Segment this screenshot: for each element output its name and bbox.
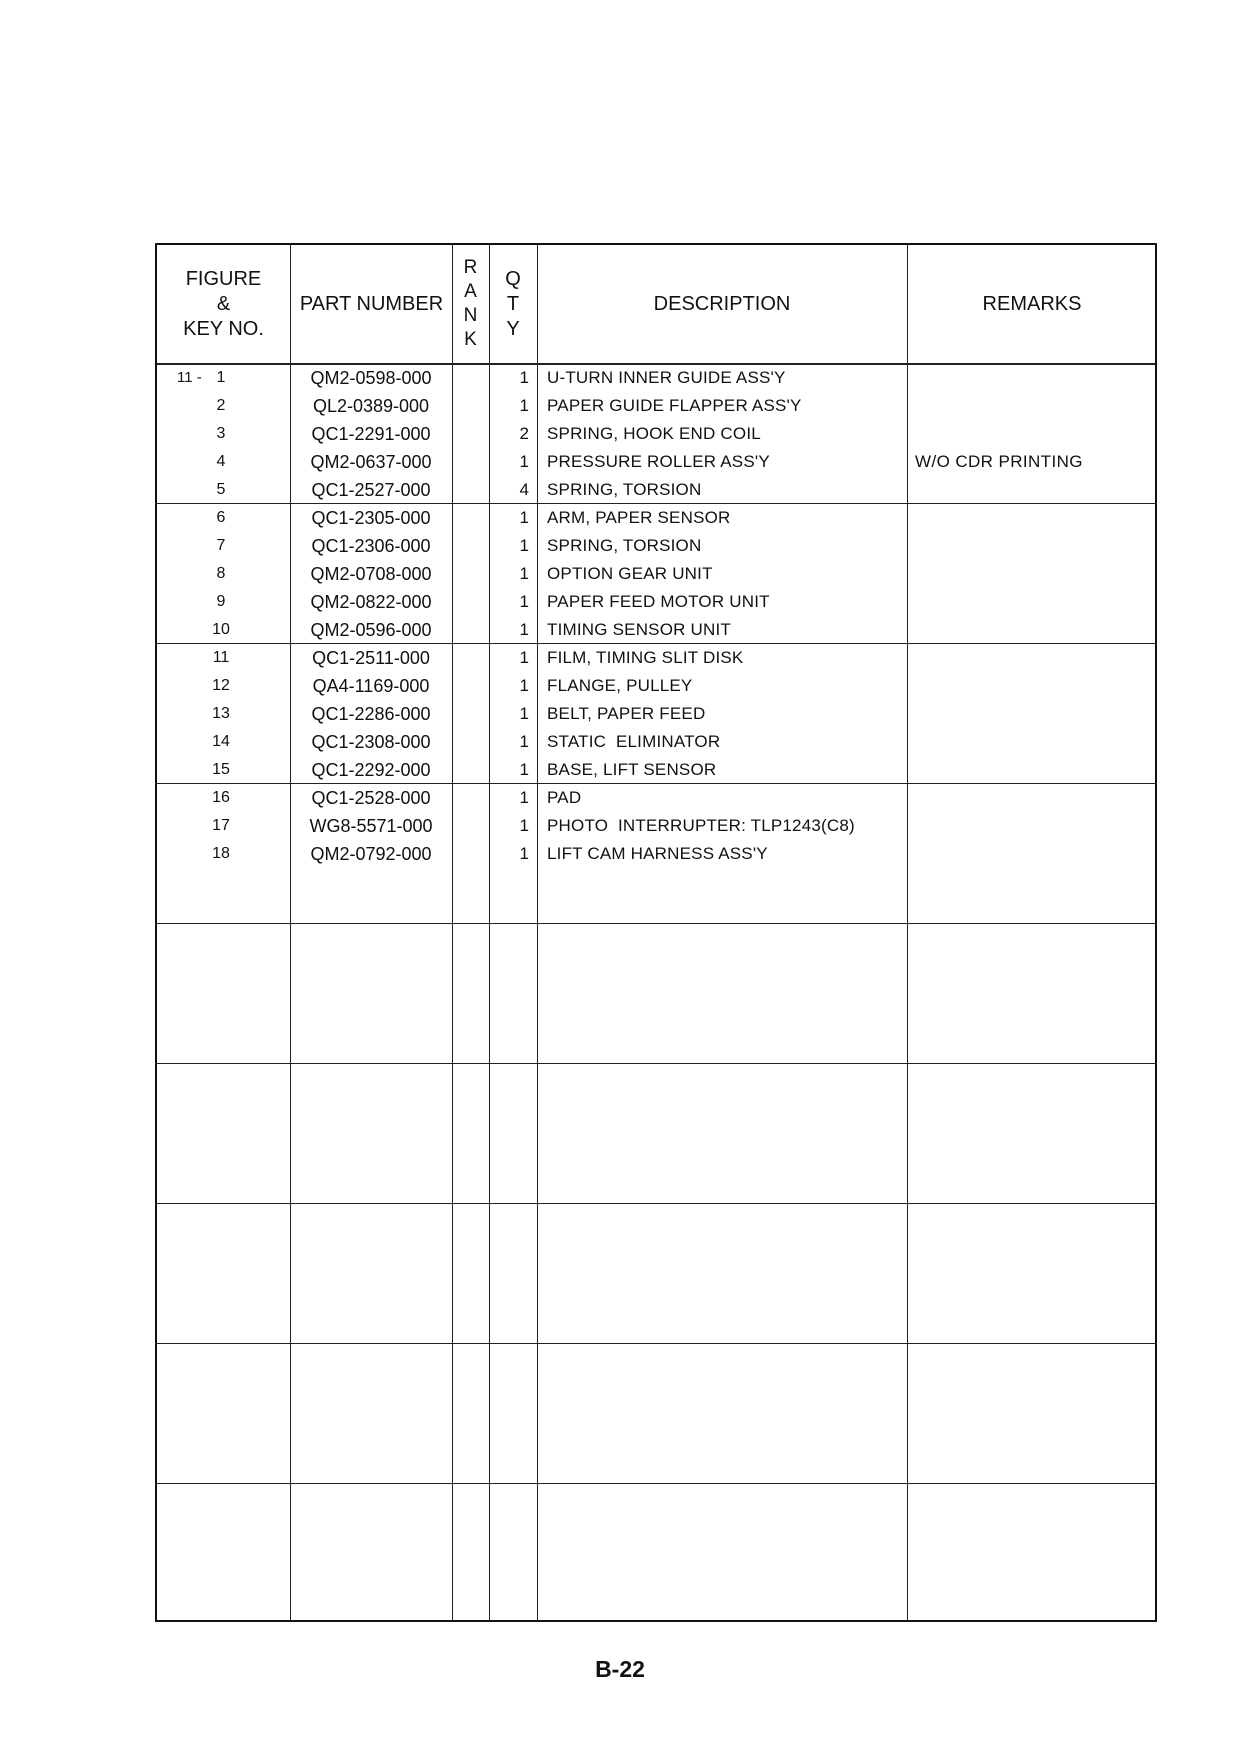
description: BASE, LIFT SENSOR: [547, 760, 717, 779]
part-number: QM2-0822-000: [310, 592, 432, 612]
figure-key-cell: [157, 420, 290, 448]
figure-key-cell: [157, 392, 290, 420]
description: SPRING, TORSION: [547, 536, 702, 555]
group-divider: [157, 1343, 1155, 1344]
description: TIMING SENSOR UNIT: [547, 620, 731, 639]
header-rank-letter: R: [463, 257, 478, 278]
part-number: QL2-0389-000: [312, 396, 430, 416]
group-divider: [157, 1203, 1155, 1204]
qty: 1: [519, 368, 529, 387]
description: OPTION GEAR UNIT: [547, 564, 713, 583]
part-number: QC1-2305-000: [311, 508, 431, 528]
parts-list-table: [155, 243, 1157, 1622]
description: ARM, PAPER SENSOR: [547, 508, 731, 527]
page-number: B-22: [595, 1656, 645, 1682]
figure-key-cell: [157, 644, 290, 672]
table-row: [157, 784, 1155, 812]
qty: 1: [519, 592, 529, 611]
qty: 1: [519, 536, 529, 555]
description: FILM, TIMING SLIT DISK: [547, 648, 744, 667]
part-number: QC1-2292-000: [311, 760, 431, 780]
description: PAD: [547, 788, 582, 807]
figure-key-cell: [157, 700, 290, 728]
description: U-TURN INNER GUIDE ASS'Y: [547, 368, 786, 387]
figure-key-cell: [157, 532, 290, 560]
figure-prefix: 11 -: [177, 369, 202, 386]
description: FLANGE, PULLEY: [547, 676, 693, 695]
key-number: 12: [212, 677, 230, 694]
table-row: [157, 392, 1155, 420]
key-number: 5: [216, 481, 226, 498]
table-row: [157, 644, 1155, 672]
key-number: 1: [216, 369, 226, 386]
part-number: QM2-0708-000: [310, 564, 432, 584]
part-number: QM2-0792-000: [310, 844, 432, 864]
key-number: 9: [216, 593, 226, 610]
figure-key-cell: [157, 504, 290, 532]
key-number: 8: [216, 565, 226, 582]
key-number: 3: [216, 425, 226, 442]
qty: 1: [519, 452, 529, 471]
figure-key-cell: [157, 476, 290, 504]
qty: 1: [519, 564, 529, 583]
qty: 1: [519, 620, 529, 639]
header-rank-letter: N: [463, 305, 478, 326]
header-qty-letter: T: [506, 292, 520, 315]
figure-key-cell: [157, 812, 290, 840]
key-number: 4: [216, 453, 226, 470]
figure-key-cell: [157, 560, 290, 588]
figure-key-cell: [157, 784, 290, 812]
qty: 4: [519, 480, 529, 499]
qty: 1: [519, 788, 529, 807]
table-row: [157, 476, 1155, 504]
key-number: 6: [216, 509, 226, 526]
part-number: QC1-2306-000: [311, 536, 431, 556]
description: PRESSURE ROLLER ASS'Y: [547, 452, 770, 471]
part-number: QM2-0598-000: [310, 368, 432, 388]
header-qty-letter: Y: [506, 317, 520, 340]
header-rank-letter: A: [464, 281, 477, 302]
header-figure-line: KEY NO.: [183, 317, 264, 340]
header-qty-letter: Q: [505, 267, 521, 290]
part-number: QA4-1169-000: [312, 676, 430, 696]
remarks: W/O CDR PRINTING: [915, 452, 1083, 471]
table-row: [157, 504, 1155, 532]
description: SPRING, HOOK END COIL: [547, 424, 761, 443]
table-row: [157, 420, 1155, 448]
figure-key-cell: [157, 588, 290, 616]
key-number: 13: [212, 705, 230, 722]
table-row: [157, 840, 1155, 868]
header-rank: [452, 245, 489, 363]
part-number: QC1-2286-000: [311, 704, 431, 724]
table-row: [157, 728, 1155, 756]
part-number: QC1-2308-000: [311, 732, 431, 752]
figure-key-cell: [157, 616, 290, 644]
figure-key-cell: [157, 840, 290, 868]
table-row: [157, 560, 1155, 588]
header-figure-line: &: [216, 292, 231, 315]
key-number: 2: [216, 397, 226, 414]
header-remarks: REMARKS: [982, 292, 1082, 315]
qty: 1: [519, 816, 529, 835]
table-row: [157, 756, 1155, 784]
figure-key-cell: [157, 756, 290, 784]
figure-key-cell: [157, 672, 290, 700]
part-number: WG8-5571-000: [309, 816, 433, 836]
figure-key-cell: [157, 448, 290, 476]
description: STATIC ELIMINATOR: [547, 732, 721, 751]
header-description: DESCRIPTION: [653, 292, 791, 315]
description: LIFT CAM HARNESS ASS'Y: [547, 844, 768, 863]
part-number: QM2-0637-000: [310, 452, 432, 472]
table-row: [157, 616, 1155, 644]
header-figure-key: [157, 245, 290, 363]
part-number: QC1-2511-000: [312, 648, 430, 668]
table-row: [157, 812, 1155, 840]
table-row: [157, 448, 1155, 476]
description: SPRING, TORSION: [547, 480, 702, 499]
qty: 2: [519, 424, 529, 443]
part-number: QC1-2527-000: [311, 480, 431, 500]
header-part-number: PART NUMBER: [299, 292, 444, 315]
qty: 1: [519, 732, 529, 751]
figure-key-cell: [157, 364, 290, 392]
qty: 1: [519, 396, 529, 415]
key-number: 7: [216, 537, 226, 554]
qty: 1: [519, 760, 529, 779]
key-number: 11: [212, 649, 230, 666]
key-number: 15: [212, 761, 230, 778]
description: PAPER FEED MOTOR UNIT: [547, 592, 770, 611]
description: BELT, PAPER FEED: [547, 704, 706, 723]
key-number: 18: [212, 845, 230, 862]
table-row: [157, 532, 1155, 560]
part-number: QM2-0596-000: [310, 620, 432, 640]
description: PHOTO INTERRUPTER: TLP1243(C8): [547, 816, 855, 835]
table-row: [157, 672, 1155, 700]
qty: 1: [519, 704, 529, 723]
key-number: 14: [212, 733, 230, 750]
key-number: 17: [212, 817, 230, 834]
table-row: [157, 588, 1155, 616]
figure-key-cell: [157, 728, 290, 756]
group-divider: [157, 1063, 1155, 1064]
qty: 1: [519, 508, 529, 527]
key-number: 10: [212, 621, 230, 638]
header-rank-letter: K: [464, 329, 477, 350]
header-figure-line: FIGURE: [185, 267, 262, 290]
part-number: QC1-2528-000: [311, 788, 431, 808]
header-qty: [489, 245, 537, 363]
group-divider: [157, 923, 1155, 924]
table-row: [157, 364, 1155, 392]
qty: 1: [519, 648, 529, 667]
part-number: QC1-2291-000: [311, 424, 431, 444]
table-row: [157, 700, 1155, 728]
group-divider: [157, 1483, 1155, 1484]
qty: 1: [519, 676, 529, 695]
qty: 1: [519, 844, 529, 863]
description: PAPER GUIDE FLAPPER ASS'Y: [547, 396, 802, 415]
key-number: 16: [212, 789, 230, 806]
